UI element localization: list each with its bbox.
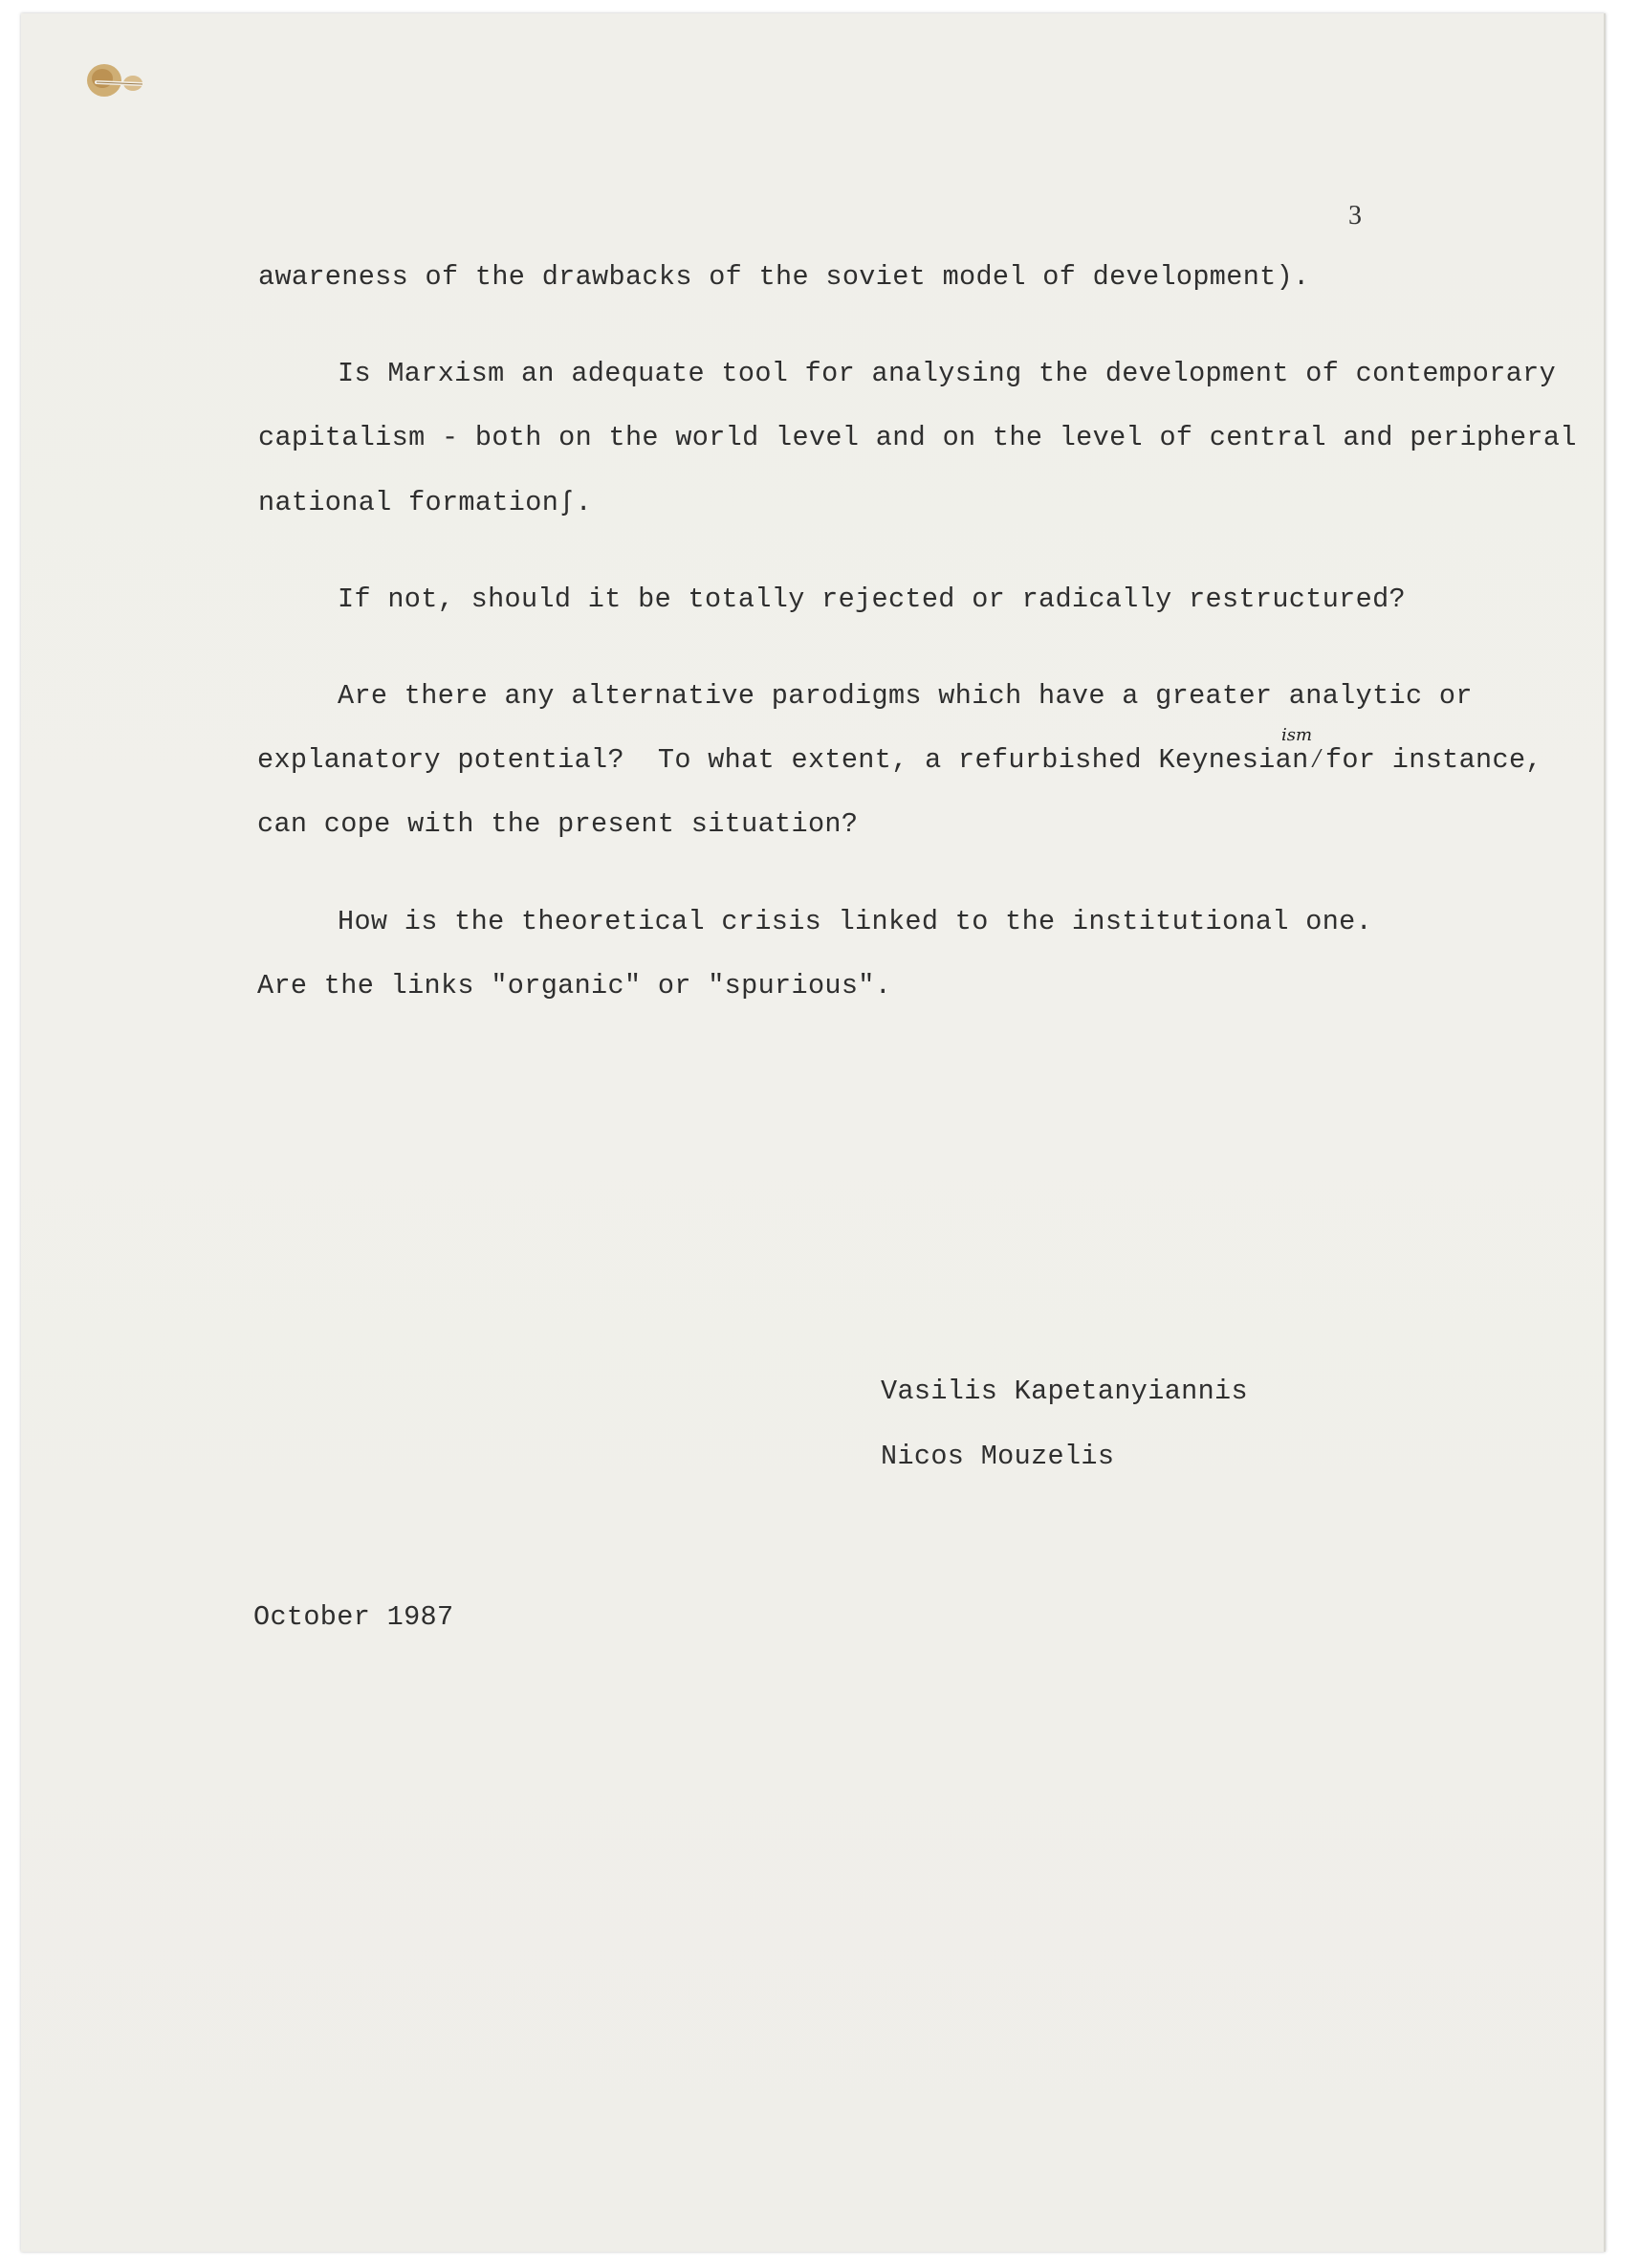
document-page xyxy=(21,13,1606,2252)
paragraph-line-3: capitalism - both on the world level and on the level of central and peripheral xyxy=(258,422,1577,453)
staple-mark xyxy=(83,59,158,103)
page-number: 3 xyxy=(1348,201,1362,231)
paragraph-line-8: can cope with the present situation? xyxy=(257,808,859,840)
paragraph-line-7: explanatory potential? To what extent, a refurbished Keynesian⁄for instance, xyxy=(257,744,1542,776)
paragraph-line-6: Are there any alternative parodigms which have a greater analytic or xyxy=(338,680,1473,712)
paragraph-line-5: If not, should it be totally rejected or radically restructured? xyxy=(338,584,1406,615)
signature-name-1: Vasilis Kapetanyiannis xyxy=(881,1376,1248,1407)
paragraph-line-9: How is the theoretical crisis linked to the institutional one. xyxy=(338,906,1373,937)
paragraph-line-4: national formationʃ. xyxy=(258,487,593,518)
handwritten-insertion: ism xyxy=(1281,725,1313,745)
paragraph-line-10: Are the links "organic" or "spurious". xyxy=(257,970,892,1002)
document-date: October 1987 xyxy=(253,1601,454,1633)
paragraph-line-2: Is Marxism an adequate tool for analysing the development of contemporary xyxy=(338,358,1557,389)
signature-name-2: Nicos Mouzelis xyxy=(881,1441,1115,1472)
paragraph-line-1: awareness of the drawbacks of the soviet model of development). xyxy=(258,261,1310,293)
